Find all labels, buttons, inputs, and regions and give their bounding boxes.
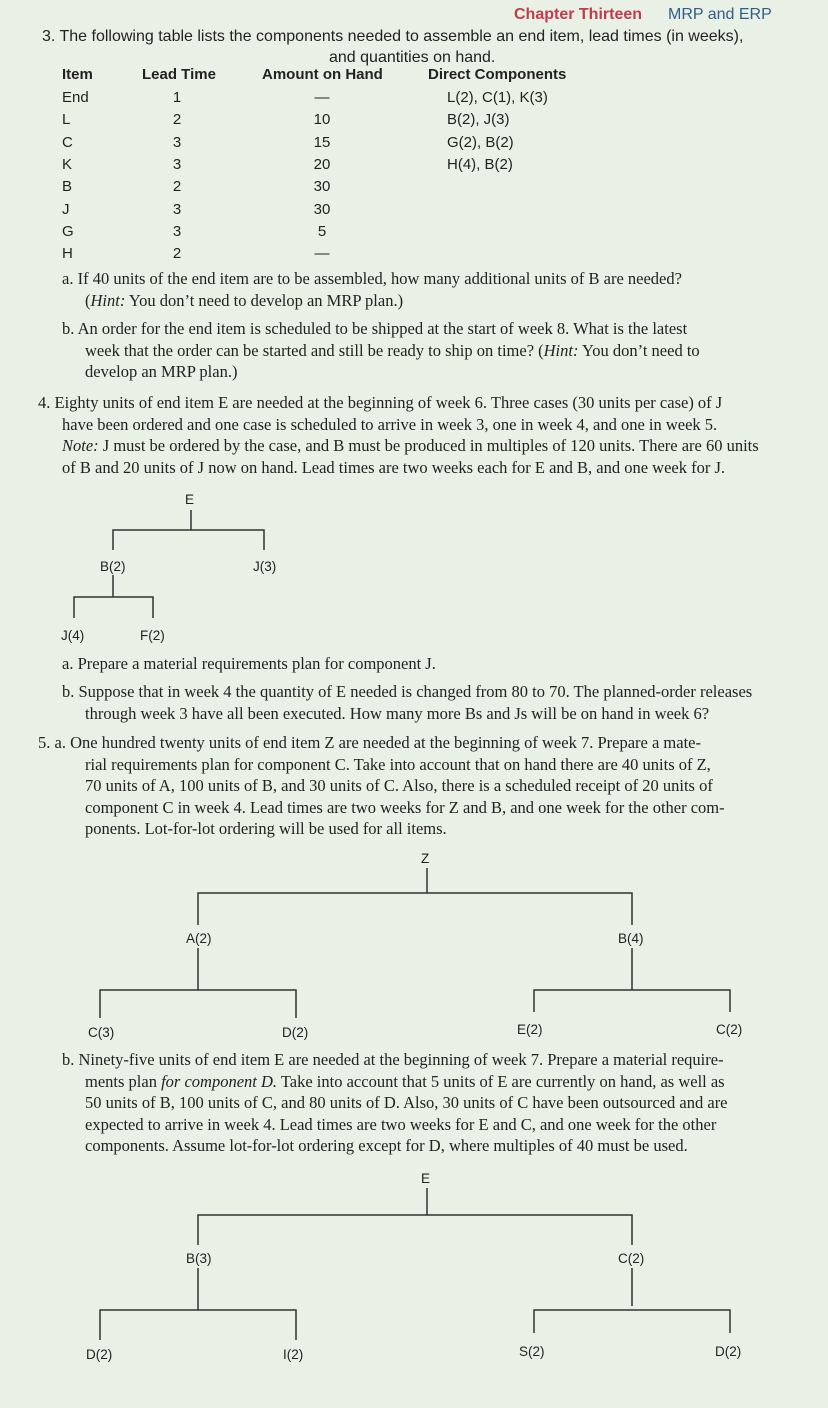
q5b-node-b: B(3) (186, 1251, 212, 1266)
q5-a-line3: 70 units of A, 100 units of B, and 30 units of C. Also, there is a scheduled receipt of 20 units of (85, 776, 713, 795)
q3-b-line3: develop an MRP plan.) (85, 362, 238, 381)
q5b-node-d2b: D(2) (715, 1344, 742, 1359)
table-header-amount: Amount on Hand (262, 66, 383, 83)
q4-line2: have been ordered and one case is scheduled to arrive in week 3, one in week 4, and one in week 5. (62, 414, 718, 434)
q4-line3: J must be ordered by the case, and B must be produced in multiples of 120 units. There are 60 units (98, 436, 759, 455)
table-header-lead-time: Lead Time (142, 66, 216, 83)
q3-b-line2-post: You don’t need to (578, 340, 700, 360)
q5a-node-c3: C(3) (88, 1025, 115, 1040)
table-cell: 3 (172, 155, 182, 173)
table-cell: L (62, 111, 71, 129)
q5b-node-s2: S(2) (519, 1344, 545, 1359)
table-cell: 20 (313, 155, 331, 173)
table-cell: B (62, 178, 73, 196)
q4-node-b: B(2) (100, 559, 126, 574)
table-cell: — (314, 89, 330, 106)
q5a-tree-a-link (100, 948, 296, 1018)
table-cell: 2 (172, 111, 182, 129)
table-cell: 3 (172, 222, 182, 240)
table-cell: 15 (313, 133, 331, 151)
q5a-node-d2: D(2) (282, 1025, 309, 1040)
q5-b-line5: components. Assume lot-for-lot ordering except for D, where multiples of 40 must be used. (85, 1136, 688, 1155)
q3-intro-cont: and quantities on hand. (329, 49, 496, 66)
table-cell: B(2), J(3) (447, 111, 510, 129)
table-cell: 2 (172, 245, 182, 263)
q5a-tree-b-link (534, 948, 730, 1012)
q3-b-line2-pre: week that the order can be started and still be ready to ship on time? ( (85, 340, 544, 360)
q5-b-line3: 50 units of B, 100 units of C, and 80 units of D. Also, 30 units of C have been outsourced and are (85, 1093, 728, 1112)
q4-line1: 4. Eighty units of end item E are needed at the beginning of week 6. Three cases (30 units per case) of J (38, 393, 723, 412)
table-cell: H (62, 245, 73, 263)
q4-tree-root-link (113, 510, 264, 550)
table-cell: 30 (313, 200, 331, 218)
chapter-topic: MRP and ERP (668, 6, 772, 23)
table-cell: J (62, 200, 70, 218)
table-cell: C (62, 133, 73, 151)
q5-b-line2-ital: for component D. (161, 1071, 278, 1091)
table-cell: G (62, 222, 74, 240)
q5-b-line2-pre: ments plan (85, 1071, 162, 1091)
q5a-node-e2: E(2) (517, 1022, 543, 1037)
q5a-tree-root-link (198, 868, 632, 925)
q4-b-line2: through week 3 have all been executed. How many more Bs and Js will be on hand in week 6? (85, 703, 710, 723)
q5b-tree-b-link (100, 1268, 296, 1340)
q3-a-line2: You don’t need to develop an MRP plan.) (125, 290, 404, 310)
q5b-node-i2: I(2) (283, 1347, 304, 1362)
q5-a-line2: rial requirements plan for component C. Take into account that on hand there are 40 units of Z, (85, 754, 711, 774)
chapter-title: Chapter Thirteen (514, 6, 643, 23)
table-header-item: Item (62, 66, 93, 83)
q4-tree-b-link (74, 575, 153, 618)
q4-node-j4: J(4) (61, 628, 85, 643)
q4-part-a (62, 653, 436, 675)
table-cell: — (314, 245, 330, 263)
q5a-node-z: Z (421, 851, 430, 866)
table-cell: End (62, 89, 89, 106)
q5-part-a (38, 732, 725, 840)
q5-a-line4: component C in week 4. Lead times are two weeks for Z and B, and one week for the other com- (85, 797, 725, 817)
table-cell: 1 (172, 89, 182, 106)
q3-a-hint: Hint: (90, 290, 126, 310)
q4-node-f: F(2) (140, 628, 165, 643)
q5-b-line1: b. Ninety-five units of end item E are needed at the beginning of week 7. Prepare a material require- (62, 1050, 724, 1069)
q5-a-line5: ponents. Lot-for-lot ordering will be used for all items. (85, 819, 447, 838)
q5b-tree-root-link (198, 1188, 632, 1245)
table-cell: 30 (313, 178, 331, 196)
table-cell: 2 (172, 178, 182, 196)
q3-part-a: a. If 40 units of the end item are to be assembled, how many additional units of B are needed? (Hint: You don’t need to develop an MRP plan.) (62, 269, 682, 310)
q3-b-hint: Hint: (543, 340, 579, 360)
table-cell: K (62, 155, 73, 173)
q5b-node-e: E (421, 1171, 431, 1186)
q5a-node-b: B(4) (618, 931, 644, 946)
table-cell: 3 (172, 133, 182, 151)
q4-part-b (62, 681, 752, 724)
q5a-node-a: A(2) (186, 931, 212, 946)
q3-b-line1: b. An order for the end item is scheduled to be shipped at the start of week 8. What is the latest (62, 319, 688, 338)
q5-a-line1: 5. a. One hundred twenty units of end item Z are needed at the beginning of week 7. Prepare a mate- (38, 733, 701, 752)
table-cell: 5 (317, 222, 327, 240)
q4-b-line1: b. Suppose that in week 4 the quantity of E needed is changed from 80 to 70. The planned-order releases (62, 682, 753, 701)
q4-note: Note: (62, 436, 99, 455)
q4-a-line: a. Prepare a material requirements plan for component J. (62, 654, 436, 673)
q3-intro: 3. The following table lists the components needed to assemble an end item, lead times (in weeks), (42, 28, 744, 45)
table-cell: 3 (172, 200, 182, 218)
q3-a-line1: a. If 40 units of the end item are to be assembled, how many additional units of B are needed? (62, 269, 682, 288)
q4-node-j: J(3) (253, 559, 277, 574)
q4-node-e: E (185, 492, 195, 507)
q5b-node-d2a: D(2) (86, 1347, 113, 1362)
table-cell: 10 (313, 111, 331, 129)
table-cell: L(2), C(1), K(3) (447, 89, 548, 106)
table-cell: G(2), B(2) (447, 133, 514, 151)
q5-b-line2-post: Take into account that 5 units of E are currently on hand, as well as (277, 1071, 725, 1091)
q4-line4: of B and 20 units of J now on hand. Lead times are two weeks each for E and B, and one week for J. (62, 457, 726, 477)
table-cell: H(4), B(2) (447, 155, 513, 173)
q5a-node-c2: C(2) (716, 1022, 743, 1037)
q5b-tree-c-link (534, 1268, 730, 1333)
table-header-components: Direct Components (428, 66, 567, 83)
q5-part-b (62, 1049, 728, 1157)
q5-b-line4: expected to arrive in week 4. Lead times are two weeks for E and C, and one week for the other (85, 1114, 717, 1134)
q5b-node-c: C(2) (618, 1251, 645, 1266)
